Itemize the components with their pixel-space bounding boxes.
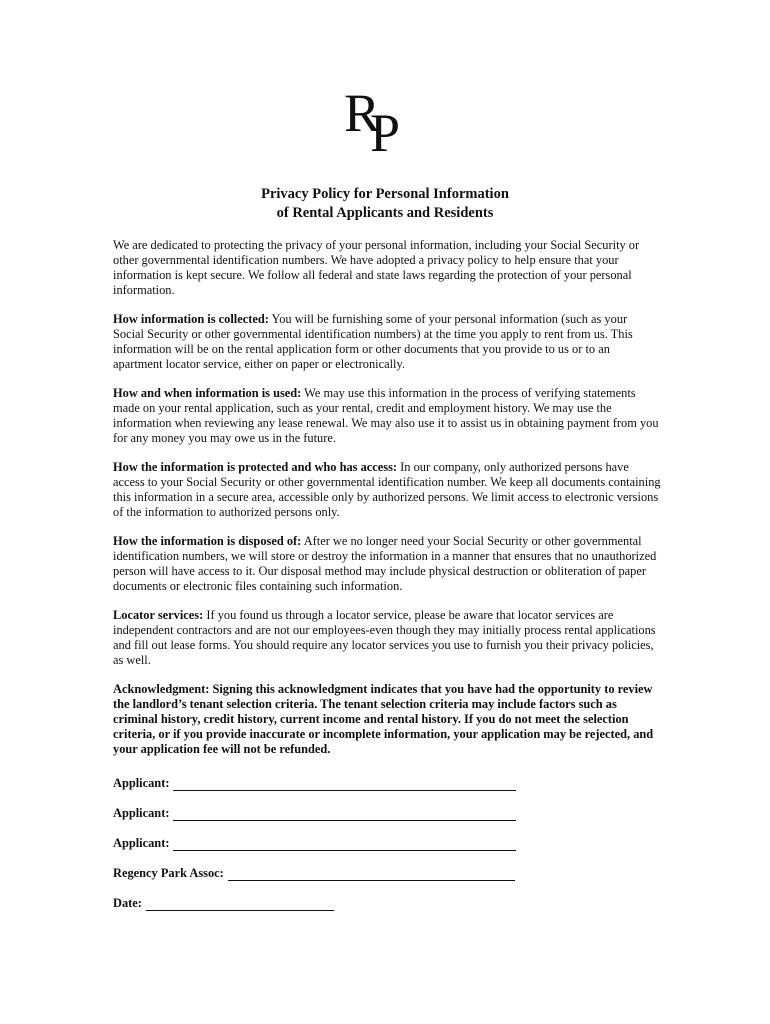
section-heading: How information is collected: bbox=[113, 312, 269, 326]
signature-label: Date: bbox=[113, 896, 142, 910]
section-locator bbox=[113, 608, 661, 668]
signature-line-regency-park[interactable] bbox=[228, 867, 515, 881]
signature-label: Applicant: bbox=[113, 836, 170, 850]
signature-label: Applicant: bbox=[113, 806, 170, 820]
acknowledgment-paragraph: Acknowledgment: Signing this acknowledgment indicates that you have had the opportunity to review the landlord’s tenant selection criteria. The tenant selection criteria may include factors such as criminal history, credit history, current income and rental history. If you do not meet the selection criteria, or if you provide inaccurate or incomplete information, your application may be rejected, and your application fee will not be refunded. bbox=[113, 682, 654, 756]
signature-applicant-2 bbox=[113, 806, 516, 821]
section-used bbox=[113, 386, 661, 446]
section-text: We may use this information in the process of verifying statements made on your rental application, such as your rental, credit and employment history. We may use the information when reviewing any lease renewal. We may also use it to assist us in obtaining payment from you for any money you may owe us in the future. bbox=[113, 386, 659, 445]
logo-letter-p: P bbox=[370, 103, 401, 163]
signature-applicant-1 bbox=[113, 776, 516, 791]
section-text: If you found us through a locator service, please be aware that locator services are independent contractors and are not our employees-even though they may initially process rental applications and fill out lease forms. You should require any locator services you use to furnish you their privacy policies, as well. bbox=[113, 608, 656, 667]
signature-date bbox=[113, 896, 334, 911]
section-heading: How and when information is used: bbox=[113, 386, 302, 400]
title-line-2: of Rental Applicants and Residents bbox=[276, 205, 494, 221]
section-heading: How the information is protected and who has access: bbox=[113, 460, 398, 474]
section-heading: Locator services: bbox=[113, 608, 204, 622]
document-title bbox=[0, 185, 770, 223]
policy-body bbox=[113, 238, 661, 757]
intro-paragraph: We are dedicated to protecting the privacy of your personal information, including your Social Security or other governmental identification numbers. We have adopted a privacy policy to help ensure that your information is kept secure. We follow all federal and state laws regarding the protection of your personal information. bbox=[113, 238, 640, 297]
signature-applicant-3 bbox=[113, 836, 516, 851]
section-text: After we no longer need your Social Security or other governmental identification numbers, we will store or destroy the information in a manner that ensures that no unauthorized person will have access to it. Our disposal method may include physical destruction or obliteration of paper documents or electronic files containing such information. bbox=[113, 534, 657, 593]
signature-line-date[interactable] bbox=[146, 897, 334, 911]
signature-line-applicant-2[interactable] bbox=[173, 807, 516, 821]
logo-letter-r: R bbox=[344, 83, 381, 143]
signature-label: Regency Park Assoc: bbox=[113, 866, 224, 880]
section-heading: How the information is disposed of: bbox=[113, 534, 302, 548]
section-disposed bbox=[113, 534, 661, 594]
section-text: In our company, only authorized persons have access to your Social Security or other governmental identification number. We keep all documents containing this information in a secure area, accessible only by authorized persons. We limit access to electronic versions of the information to authorized persons only. bbox=[113, 460, 661, 519]
section-text: You will be furnishing some of your personal information (such as your Social Security or other governmental identification numbers) at the time you apply to rent from us. This information will be on the rental application form or other documents that you provide to us or to an apartment locator service, either on paper or electronically. bbox=[113, 312, 633, 371]
section-protected bbox=[113, 460, 661, 520]
rp-logo bbox=[340, 83, 440, 163]
title-line-1: Privacy Policy for Personal Information bbox=[261, 186, 509, 202]
signature-line-applicant-3[interactable] bbox=[173, 837, 516, 851]
signature-label: Applicant: bbox=[113, 776, 170, 790]
section-collected bbox=[113, 312, 661, 372]
signature-regency-park bbox=[113, 866, 515, 881]
signature-line-applicant-1[interactable] bbox=[173, 777, 516, 791]
